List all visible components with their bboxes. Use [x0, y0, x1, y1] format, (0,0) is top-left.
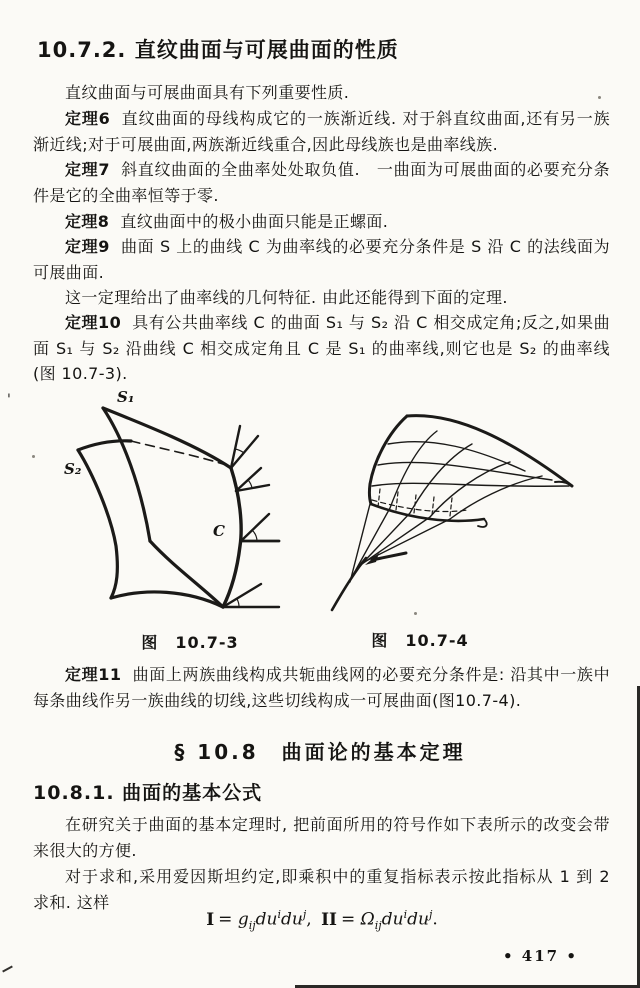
scan-artifact: '	[7, 392, 11, 408]
formula-token: j	[428, 908, 433, 921]
figure-10-7-3-caption: 图 10.7-3	[141, 633, 239, 652]
scan-artifact	[2, 966, 13, 973]
theorem-10-label: 定理10	[65, 313, 122, 332]
scan-artifact	[32, 455, 35, 458]
formula-token: du	[407, 909, 429, 930]
figure-10-7-4-drawing	[322, 386, 614, 636]
theorem-7-text: 斜直纹曲面的全曲率处处取负值. 一曲面为可展曲面的必要充分条件是它的全曲率恒等于零.	[33, 160, 610, 205]
theorem-9	[33, 234, 610, 285]
formula-token: =	[218, 909, 233, 930]
intro-paragraph: 直纹曲面与可展曲面具有下列重要性质.	[65, 83, 350, 102]
theorem-7-label: 定理7	[65, 160, 110, 179]
formula-token: du	[381, 909, 404, 930]
formula-token: j	[302, 908, 307, 921]
section-heading-108: § 10.8 曲面论的基本定理	[174, 740, 466, 764]
theorem-10	[33, 310, 610, 387]
figure-10-7-4	[322, 386, 614, 636]
section-heading-1081: 10.8.1. 曲面的基本公式	[33, 782, 263, 804]
figure-10-7-3	[53, 386, 323, 632]
theorem-10-text: 具有公共曲率线 C 的曲面 S₁ 与 S₂ 沿 C 相交成定角;反之,如果曲面 S₁ 与 S₂ 沿曲线 C 相交成定角且 C 是 S₁ 的曲率线,则它也是 S₂ 的曲率线(图 10.7-3).	[33, 313, 610, 383]
formula-token: i	[277, 908, 282, 921]
formula-token: I	[206, 909, 215, 930]
theorem-8-text: 直纹曲面中的极小曲面只能是正螺面.	[120, 212, 389, 231]
formula-token: =	[341, 909, 356, 930]
formula-token: .	[432, 909, 438, 930]
fundamental-forms-formula	[0, 908, 640, 932]
figure3-curve-c-label: C	[213, 522, 225, 540]
theorem-9-label: 定理9	[65, 237, 110, 256]
formula-token: II	[321, 909, 338, 930]
theorem-6-text: 直纹曲面的母线构成它的一族渐近线. 对于斜直纹曲面,还有另一族渐近线;对于可展曲面,两族渐近线重合,因此母线族也是曲率线族.	[33, 109, 610, 154]
symbols-note-paragraph: 在研究关于曲面的基本定理时, 把前面所用的符号作如下表所示的改变会带来很大的方便.	[33, 815, 610, 860]
formula-token: du	[255, 909, 278, 930]
formula-token: Ω	[360, 909, 375, 930]
formula-token: ,	[306, 909, 312, 930]
theorem-11	[33, 662, 610, 713]
formula-token: ij	[374, 919, 382, 933]
theorem-11-label: 定理11	[65, 665, 122, 684]
scan-artifact	[598, 96, 601, 99]
section-heading-1072: 10.7.2. 直纹曲面与可展曲面的性质	[37, 38, 399, 62]
theorem-8	[33, 209, 610, 235]
figure3-surface-s2-label: S₂	[64, 460, 82, 478]
theorem-8-label: 定理8	[65, 212, 110, 231]
formula-token: g	[237, 909, 249, 930]
theorem-6	[33, 106, 610, 157]
figure-10-7-4-caption: 图 10.7-4	[371, 631, 469, 650]
figure-10-7-3-drawing	[53, 386, 323, 632]
theorem-9-text: 曲面 S 上的曲线 C 为曲率线的必要充分条件是 S 沿 C 的法线面为可展曲面.	[33, 237, 610, 282]
theorem-11-text: 曲面上两族曲线构成共轭曲线网的必要充分条件是: 沿其中一族中每条曲线作另一族曲线的切线,这些切线构成一可展曲面(图10.7-4).	[33, 665, 610, 710]
formula-token: du	[281, 909, 303, 930]
formula-token: ij	[248, 919, 256, 933]
theorem-6-label: 定理6	[65, 109, 111, 128]
einstein-convention-paragraph: 对于求和,采用爱因斯坦约定,即乘积中的重复指标表示按此指标从 1 到 2 求和. 这样	[33, 867, 610, 912]
curvature-note-paragraph: 这一定理给出了曲率线的几何特征. 由此还能得到下面的定理.	[65, 288, 508, 307]
formula-token: i	[403, 908, 408, 921]
page-number: • 417 •	[503, 947, 578, 965]
theorem-7	[33, 157, 610, 208]
figure3-surface-s1-label: S₁	[117, 388, 135, 406]
